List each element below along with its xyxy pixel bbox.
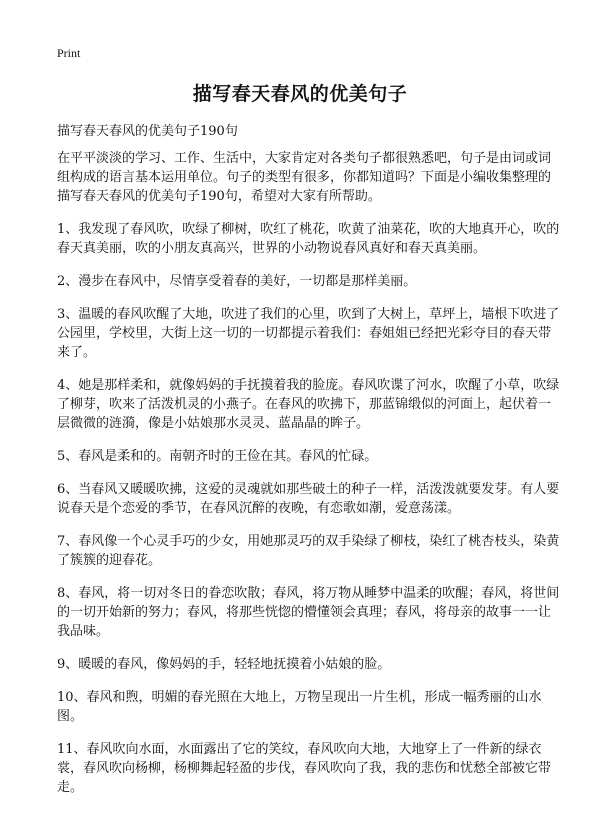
sentence-paragraph: 6、当春风又暖暖吹拂，这爱的灵魂就如那些破土的种子一样，活泼泼就要发芽。有人要说春天是个恋爱的季节，在春风沉醉的夜晚，有恋歌如潮，爱意荡漾。 [57, 482, 560, 516]
print-link[interactable]: Print [57, 46, 81, 60]
sentence-paragraph: 10、春风和煦，明媚的春光照在大地上，万物呈现出一片生机，形成一幅秀丽的山水图。 [57, 690, 542, 724]
sentence-paragraph: 5、春风是柔和的。南朝齐时的王俭在其。春风的忙碌。 [57, 449, 378, 464]
page-title: 描写春天春风的优美句子 [192, 83, 408, 105]
intro-paragraph: 在平平淡淡的学习、工作、生活中，大家肯定对各类句子都很熟悉吧，句子是由词或词组构成的语言基本运用单位。句子的类型有很多，你都知道吗？下面是小编收集整理的描写春天春风的优美句子190句，希望对大家有所帮助。 [57, 151, 552, 204]
subtitle: 描写春天春风的优美句子190句 [57, 124, 238, 139]
sentence-paragraph: 8、春风，将一切对冬日的眷恋吹散；春风，将万物从睡梦中温柔的吹醒；春风，将世间的一切开始新的努力；春风，将那些恍惚的懵懂领会真理；春风，将母亲的故事一一让我品味。 [57, 586, 560, 639]
sentence-paragraph: 2、漫步在春风中，尽情享受着春的美好，一切都是那样美丽。 [57, 274, 417, 289]
sentence-paragraph: 9、暖暖的春风，像妈妈的手，轻轻地抚摸着小姑娘的脸。 [57, 657, 391, 672]
article-body [57, 149, 560, 811]
sentence-paragraph: 7、春风像一个心灵手巧的少女，用她那灵巧的双手染绿了柳枝，染红了桃杏枝头，染黄了簇簇的迎春花。 [57, 534, 560, 568]
sentence-paragraph: 3、温暖的春风吹醒了大地，吹进了我们的心里，吹到了大树上，草坪上，墙根下吹进了公园里，学校里，大街上这一切的一切都提示着我们：春姐姐已经把光彩夺目的春天带来了。 [57, 307, 560, 360]
sentence-paragraph: 11、春风吹向水面，水面露出了它的笑纹，春风吹向大地，大地穿上了一件新的绿衣裳，春风吹向杨柳，杨柳舞起轻盈的步伐，春风吹向了我，我的悲伤和忧愁全部被它带走。 [57, 742, 552, 795]
sentence-paragraph: 1、我发现了春风吹，吹绿了柳树，吹红了桃花，吹黄了油菜花，吹的大地真开心，吹的春天真美丽，吹的小朋友真高兴，世界的小动物说春风真好和春天真美丽。 [57, 222, 560, 256]
sentence-paragraph: 4、她是那样柔和，就像妈妈的手抚摸着我的脸庞。春风吹谍了河水，吹醒了小草，吹绿了柳芽，吹来了活泼机灵的小燕子。在春风的吹拂下，那蓝锦缎似的河面上，起伏着一层微微的涟漪，像是小姑娘那水灵灵、蓝晶晶的眸子。 [57, 378, 560, 431]
